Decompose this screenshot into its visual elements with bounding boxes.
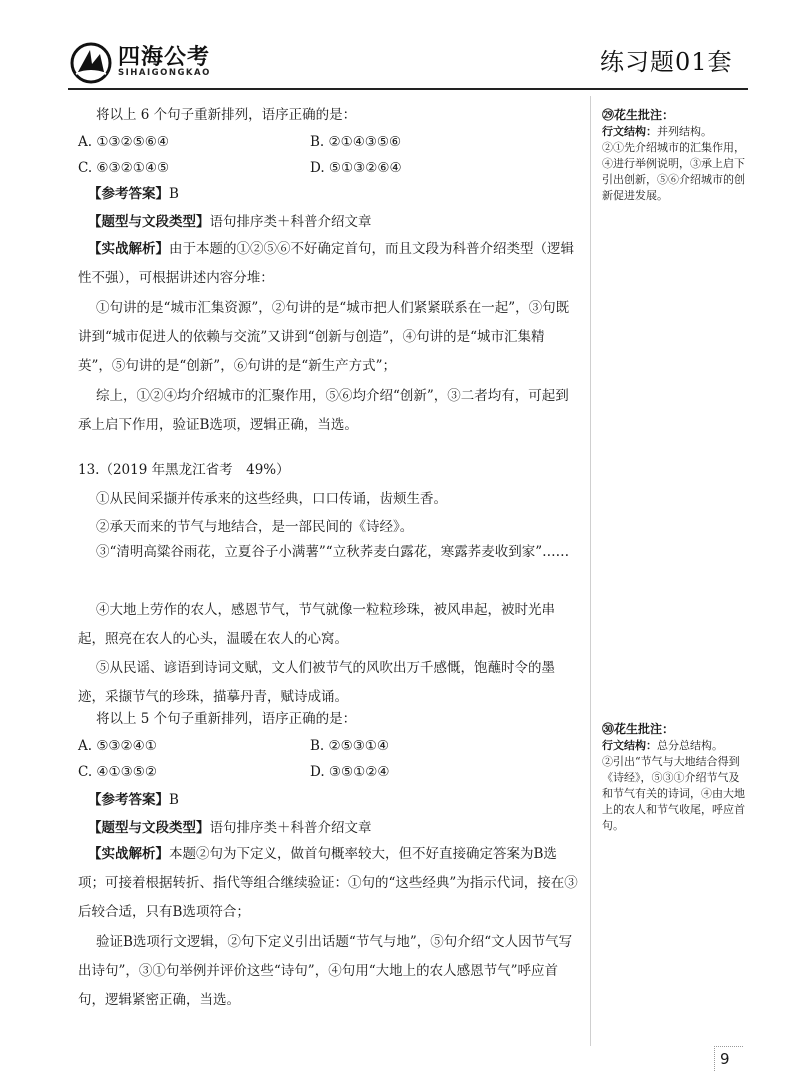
q13-analysis [78,840,578,927]
q13-type-label: 【题型与文段类型】 [88,820,210,836]
q13-type-value: 语句排序类＋科普介绍文章 [209,820,372,836]
page-number: 9 [720,1050,730,1068]
q13-answer-label: 【参考答案】 [88,792,169,808]
q12-answer [88,184,179,204]
q12-answer-value: B [169,186,179,202]
q13-sentence-2: ②承天而来的节气与地结合，是一部民间的《诗经》。 [96,519,414,535]
note-29-body [602,124,750,204]
q12-type [88,212,372,232]
q12-option-c: C. ⑥③②①④⑤ [78,160,170,176]
q13-answer-value: B [169,792,179,808]
q12-analysis-para2: ①句讲的是“城市汇集资源”，②句讲的是“城市把人们紧紧联系在一起”，③句既讲到“城市促进人的依赖与交流”又讲到“创新与创造”，④句讲的是“城市汇集精英”，⑤句讲的是“创新”，⑥句讲的是“新生产方式”； [78,300,570,374]
q12-analysis-text: 由于本题的①②⑤⑥不好确定首句，而且文段为科普介绍类型（逻辑性不强），可根据讲述内容分堆： [78,241,574,286]
q12-option-d: D. ⑤①③②⑥④ [310,160,402,176]
q13-option-c: C. ④①③⑤② [78,764,157,780]
q12-option-b: B. ②①④③⑤⑥ [310,134,402,150]
header-divider [68,88,748,90]
q13-analysis-text: 本题②句为下定义，做首句概率较大，但不好直接确定答案为B选项；可接着根据转折、指代等组合继续验证：①句的“这些经典”为指示代词，接在③后较合适，只有B选项符合； [78,846,578,920]
q13-option-a: A. ⑤③②④① [78,738,157,754]
q13-analysis-para2: 验证B选项行文逻辑，②句下定义引出话题“节气与地”，⑤句介绍“文人因节气写出诗句”，③①句举例并评价这些“诗句”，④句用“大地上的农人感恩节气”呼应首句，逻辑紧密正确，当选。 [78,934,573,1008]
q13-sentence-5: ⑤从民谣、谚语到诗词文赋，文人们被节气的风吹出万千感慨，饱蘸时令的墨迹，采撷节气的珍珠，描摹丹青，赋诗成诵。 [78,660,555,705]
note-30-body [602,738,750,834]
sihai-logo-icon [70,42,112,84]
q12-type-label: 【题型与文段类型】 [88,214,210,230]
note-29-text: ②①先介绍城市的汇集作用，④进行举例说明，③承上启下引出创新，⑤⑥介绍城市的创新促进发展。 [602,141,745,202]
q13-option-b: B. ②⑤③①④ [310,738,390,754]
note-30-title: ㉚花生批注： [602,722,675,736]
note-30-structure-label: 行文结构： [602,739,657,752]
q13-sentence-3: ③“清明高粱谷雨花，立夏谷子小满薯”“立秋荞麦白露花，寒露荞麦收到家”…… [96,544,570,560]
q12-analysis-para3: 综上，①②④均介绍城市的汇聚作用，⑤⑥均介绍“创新”，③二者均有，可起到承上启下作用，验证B选项，逻辑正确，当选。 [78,388,569,433]
q12-analysis-label: 【实战解析】 [88,241,169,257]
q12-option-a: A. ①③②⑤⑥④ [78,134,169,150]
q13-prompt: 将以上 5 个句子重新排列，语序正确的是： [96,711,357,727]
logo-text-cn: 四海公考 [118,45,211,70]
q12-type-value: 语句排序类＋科普介绍文章 [209,214,372,230]
q13-answer [88,790,179,810]
note-29-title: ㉙花生批注： [602,108,675,122]
logo-text-en: SIHAIGONGKAO [118,68,211,78]
q12-analysis [78,235,578,293]
note-29-structure-label: 行文结构： [602,125,657,138]
note-30-text: ②引出“节气与大地结合得到《诗经》，⑤③①介绍节气及和节气有关的诗词，④由大地上的农人和节气收尾，呼应首句。 [602,755,745,832]
q13-option-d: D. ③⑤①②④ [310,764,390,780]
margin-divider [590,96,591,1046]
note-29-structure-value: 并列结构。 [657,125,712,138]
q12-prompt: 将以上 6 个句子重新排列，语序正确的是： [96,107,357,123]
q13-sentence-1: ①从民间采撷并传承来的这些经典，口口传诵，齿颊生香。 [96,491,447,507]
q13-type [88,818,372,838]
q12-answer-label: 【参考答案】 [88,186,169,202]
q13-sentence-4: ④大地上劳作的农人，感恩节气，节气就像一粒粒珍珠，被风串起，被时光串起，照亮在农人的心头，温暖在农人的心窝。 [78,602,555,647]
exercise-set-title: 练习题01套 [600,48,733,76]
q13-heading: 13.（2019 年黑龙江省考 49%） [78,462,290,478]
note-30-structure-value: 总分总结构。 [657,739,723,752]
q13-analysis-label: 【实战解析】 [88,846,169,862]
